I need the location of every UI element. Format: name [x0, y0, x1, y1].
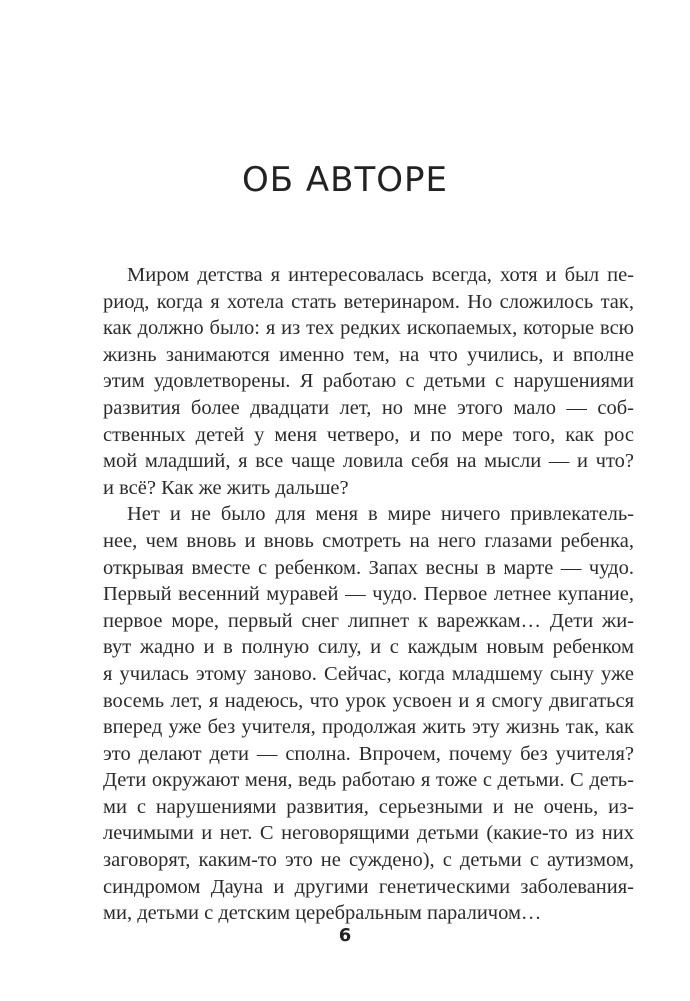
text-line: и всё? Как же жить дальше?: [103, 476, 349, 499]
text-line: лечимыми и нет. С неговорящими детьми (какие-то из них: [103, 822, 634, 845]
text-line: первое море, первый снег липнет к варежкам… Дети жи-: [103, 609, 634, 632]
text-line: это делают дети — сполна. Впрочем, почему без учителя?: [103, 742, 634, 765]
text-line: синдромом Дауна и другими генетическими заболевания-: [103, 875, 634, 898]
text-line: мой младший, я все чаще ловила себя на мысли — и что?: [103, 450, 634, 473]
text-line: заговорят, каким-то это не суждено), с детьми с аутизмом,: [103, 849, 634, 872]
text-line: я училась этому заново. Сейчас, когда младшему сыну уже: [103, 662, 634, 685]
text-line: восемь лет, я надеюсь, что урок усвоен и я смогу двигаться: [103, 689, 634, 712]
text-line: ми, детьми с детским церебральным параличом…: [103, 902, 542, 925]
text-line: развития более двадцати лет, но мне этого мало — соб-: [103, 396, 634, 419]
text-line: Миром детства я интересовалась всегда, хотя и был пе-: [127, 264, 634, 286]
text-line: Нет и не было для меня в мире ничего привлекатель-: [127, 503, 634, 526]
text-line: как должно было: я из тех редких ископаемых, которые всю: [103, 317, 634, 340]
text-line: этим удовлетворены. Я работаю с детьми с нарушениями: [103, 370, 634, 393]
text-line: ми с нарушениями развития, серьезными и не очень, из-: [103, 795, 634, 818]
text-line: Первый весенний муравей — чудо. Первое летнее купание,: [103, 583, 634, 606]
paragraph: [103, 262, 634, 501]
text-line: Дети окружают меня, ведь работаю я тоже с детьми. С деть-: [103, 769, 634, 792]
text-line: жизнь занимаются именно тем, на что учились, и вполне: [103, 343, 634, 366]
chapter-title: ОБ АВТОРЕ: [242, 160, 448, 200]
text-line: вперед уже без учителя, продолжая жить эту жизнь так, как: [103, 716, 634, 739]
text-line: риод, когда я хотела стать ветеринаром. Но сложилось так,: [103, 290, 634, 313]
body-text: [103, 262, 634, 927]
text-line: ственных детей у меня четверо, и по мере того, как рос: [103, 423, 634, 446]
text-line: нее, чем вновь и вновь смотреть на него глазами ребенка,: [103, 529, 634, 552]
page-number: 6: [338, 925, 352, 946]
paragraph: [103, 501, 634, 927]
text-line: вут жадно и в полную силу, и с каждым новым ребенком: [103, 636, 634, 659]
text-line: открывая вместе с ребенком. Запах весны в марте — чудо.: [103, 556, 634, 579]
